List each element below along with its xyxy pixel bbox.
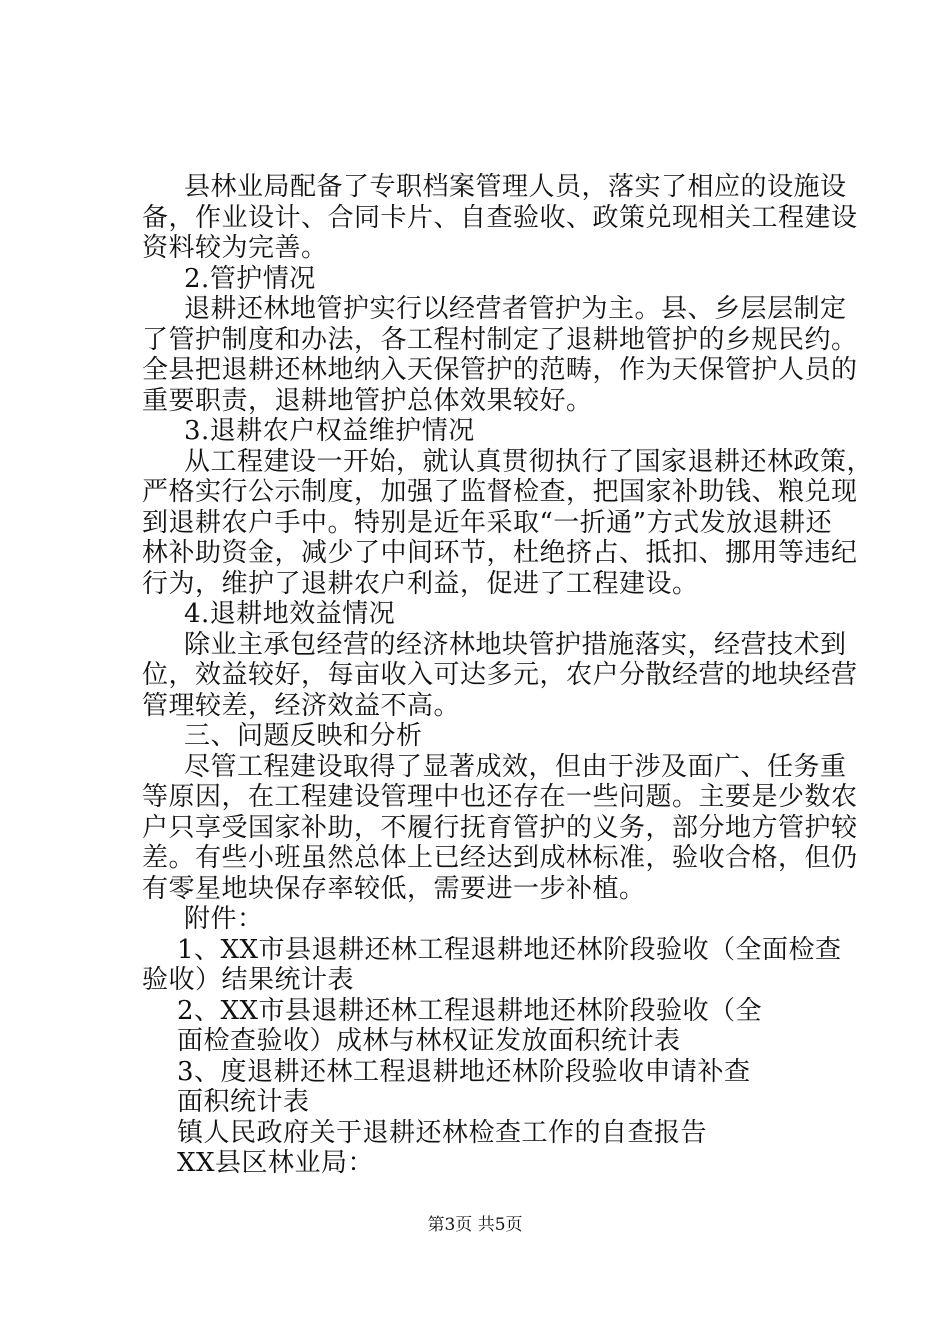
section-heading: 4.退耕地效益情况 [184, 599, 396, 629]
paragraph-line: 从工程建设一开始，就认真贯彻执行了国家退耕还林政策， [184, 447, 874, 477]
attachment-item: 面检查验收）成林与林权证发放面积统计表 [177, 1026, 681, 1056]
paragraph-line: 县林业局配备了专职档案管理人员，落实了相应的设施设 [184, 172, 847, 202]
paragraph-line: 等原因，在工程建设管理中也还存在一些问题。主要是少数农 [142, 782, 858, 812]
attachment-item: 验收）结果统计表 [142, 965, 355, 995]
paragraph-line: 全县把退耕还林地纳入天保管护的范畴，作为天保管护人员的 [142, 355, 858, 385]
paragraph-line: 退耕还林地管护实行以经营者管护为主。县、乡层层制定 [184, 294, 847, 324]
paragraph-line: 管理较差，经济效益不高。 [142, 691, 461, 721]
attachment-item: 面积统计表 [177, 1087, 310, 1117]
paragraph-line: 行为，维护了退耕农户利益，促进了工程建设。 [142, 569, 699, 599]
attachments-heading: 附件： [184, 904, 264, 934]
section-heading: 3.退耕农户权益维护情况 [184, 416, 475, 446]
attachment-item: 2、XX市县退耕还林工程退耕地还林阶段验收（全 [177, 996, 763, 1026]
section-heading: 2.管护情况 [184, 264, 316, 294]
paragraph-line: 差。有些小班虽然总体上已经达到成林标准，验收合格，但仍 [142, 843, 858, 873]
paragraph-line: 户只享受国家补助，不履行抚育管护的义务，部分地方管护较 [142, 813, 858, 843]
paragraph-line: 了管护制度和办法，各工程村制定了退耕地管护的乡规民约。 [142, 325, 858, 355]
report-title: 镇人民政府关于退耕还林检查工作的自查报告 [177, 1118, 708, 1148]
paragraph-line: 有零星地块保存率较低，需要进一步补植。 [142, 874, 646, 904]
paragraph-line: 资料较为完善。 [142, 233, 328, 263]
paragraph-line: 林补助资金，减少了中间环节，杜绝挤占、抵扣、挪用等违纪 [142, 538, 858, 568]
paragraph-line: 重要职责，退耕地管护总体效果较好。 [142, 386, 593, 416]
section-heading: 三、问题反映和分析 [184, 721, 423, 751]
paragraph-line: 严格实行公示制度，加强了监督检查，把国家补助钱、粮兑现 [142, 477, 858, 507]
page-footer: 第3页 共5页 [427, 1215, 523, 1235]
addressee: XX县区林业局： [177, 1148, 375, 1178]
paragraph-line: 位，效益较好，每亩收入可达多元，农户分散经营的地块经营 [142, 660, 858, 690]
attachment-item: 3、度退耕还林工程退耕地还林阶段验收申请补查 [177, 1057, 751, 1087]
paragraph-line: 备，作业设计、合同卡片、自查验收、政策兑现相关工程建设 [142, 203, 858, 233]
paragraph-line: 到退耕农户手中。特别是近年采取“一折通”方式发放退耕还 [142, 508, 833, 538]
paragraph-line: 除业主承包经营的经济林地块管护措施落实，经营技术到 [184, 630, 847, 660]
paragraph-line: 尽管工程建设取得了显著成效，但由于涉及面广、任务重 [184, 752, 847, 782]
attachment-item: 1、XX市县退耕还林工程退耕地还林阶段验收（全面检查 [177, 935, 842, 965]
